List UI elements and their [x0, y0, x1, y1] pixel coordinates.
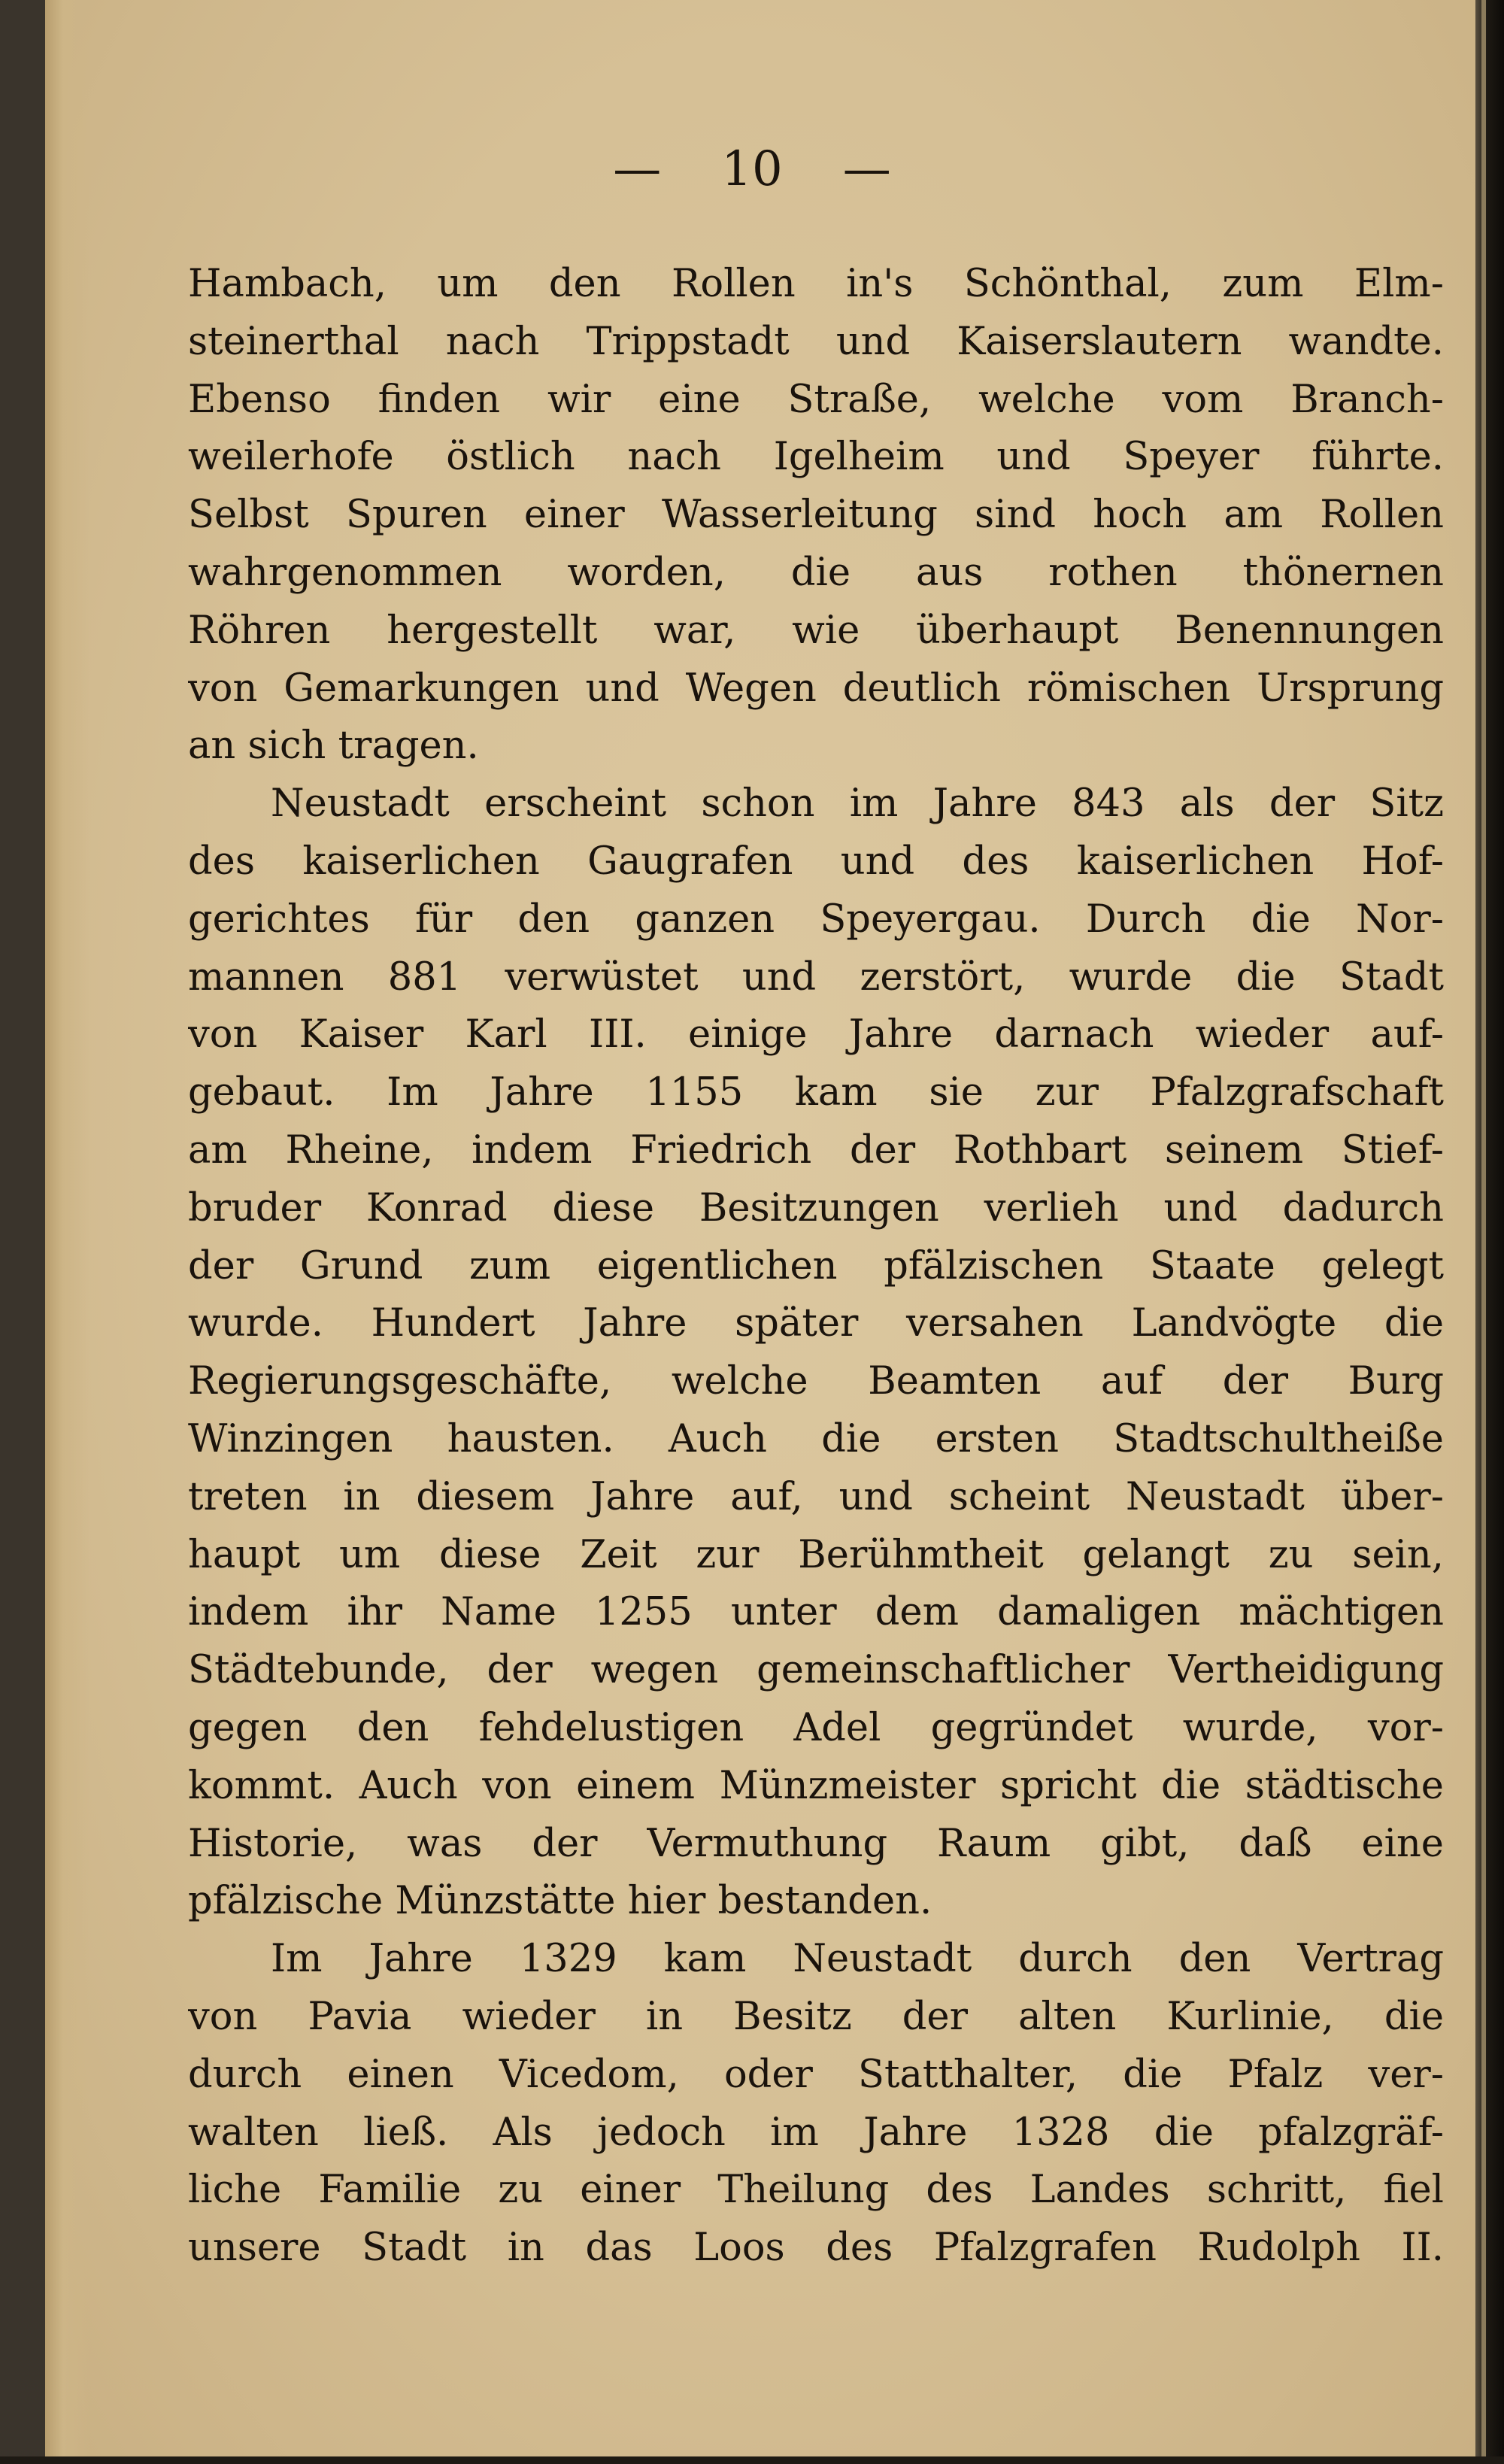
- text-line: Neustadt erscheint schon im Jahre 843 als der Sitz: [271, 781, 1444, 827]
- text-line: treten in diesem Jahre auf, und scheint Neustadt über-: [188, 1474, 1444, 1519]
- text-line: an sich tragen.: [188, 724, 479, 769]
- text-line: Winzingen hausten. Auch die ersten Stadtschultheiße: [188, 1416, 1444, 1461]
- text-line: von Pavia wieder in Besitz der alten Kurlinie, die: [188, 1994, 1444, 2039]
- text-line: unsere Stadt in das Loos des Pfalzgrafen Rudolph II.: [188, 2226, 1444, 2271]
- text-line: gegen den fehdelustigen Adel gegründet wurde, vor-: [188, 1705, 1444, 1750]
- text-line: am Rheine, indem Friedrich der Rothbart seinem Stief-: [188, 1127, 1444, 1173]
- text-line: Selbst Spuren einer Wasserleitung sind hoch am Rollen: [188, 493, 1444, 538]
- text-line: Röhren hergestellt war, wie überhaupt Benennungen: [188, 608, 1444, 653]
- text-line: von Gemarkungen und Wegen deutlich römischen Ursprung: [188, 666, 1444, 711]
- text-line: bruder Konrad diese Besitzungen verlieh und dadurch: [188, 1185, 1444, 1230]
- text-line: steinerthal nach Trippstadt und Kaiserslautern wandte.: [188, 319, 1444, 364]
- text-line: kommt. Auch von einem Münzmeister spricht die städtische: [188, 1763, 1444, 1808]
- page-header: [0, 141, 1504, 197]
- text-line: pfälzische Münzstätte hier bestanden.: [188, 1879, 932, 1924]
- text-line: walten ließ. Als jedoch im Jahre 1328 die pfalzgräf-: [188, 2110, 1444, 2155]
- text-line: gerichtes für den ganzen Speyergau. Durch die Nor-: [188, 897, 1444, 942]
- text-line: wahrgenommen worden, die aus rothen thönernen: [188, 550, 1444, 595]
- text-line: indem ihr Name 1255 unter dem damaligen mächtigen: [188, 1590, 1444, 1635]
- header-dash-right: —: [842, 141, 891, 197]
- right-page-edge: [1475, 0, 1504, 2464]
- page-number: 10: [721, 141, 783, 197]
- text-line: Historie, was der Vermuthung Raum gibt, daß eine: [188, 1821, 1444, 1866]
- text-line: Im Jahre 1329 kam Neustadt durch den Vertrag: [271, 1937, 1444, 1982]
- text-line: Hambach, um den Rollen in's Schönthal, zum Elm-: [188, 262, 1444, 306]
- text-line: Ebenso finden wir eine Straße, welche vom Branch-: [188, 377, 1444, 422]
- text-line: Städtebunde, der wegen gemeinschaftlicher Vertheidigung: [188, 1648, 1444, 1693]
- text-line: Regierungsgeschäfte, welche Beamten auf der Burg: [188, 1359, 1444, 1404]
- text-line: liche Familie zu einer Theilung des Landes schritt, fiel: [188, 2168, 1444, 2213]
- text-line: weilerhofe östlich nach Igelheim und Speyer führte.: [188, 435, 1444, 480]
- header-dash-left: —: [613, 141, 662, 197]
- text-line: haupt um diese Zeit zur Berühmtheit gelangt zu sein,: [188, 1532, 1444, 1577]
- text-line: wurde. Hundert Jahre später versahen Landvögte die: [188, 1301, 1444, 1346]
- text-line: von Kaiser Karl III. einige Jahre darnach wieder auf-: [188, 1012, 1444, 1058]
- text-line: gebaut. Im Jahre 1155 kam sie zur Pfalzgrafschaft: [188, 1070, 1444, 1115]
- bottom-page-edge: [0, 2456, 1504, 2464]
- text-line: der Grund zum eigentlichen pfälzischen Staate gelegt: [188, 1243, 1444, 1288]
- text-line: mannen 881 verwüstet und zerstört, wurde die Stadt: [188, 954, 1444, 1000]
- body-text: [188, 256, 1444, 2277]
- text-line: durch einen Vicedom, oder Statthalter, die Pfalz ver-: [188, 2052, 1444, 2097]
- binding-gutter: [45, 0, 90, 2459]
- text-line: des kaiserlichen Gaugrafen und des kaiserlichen Hof-: [188, 839, 1444, 884]
